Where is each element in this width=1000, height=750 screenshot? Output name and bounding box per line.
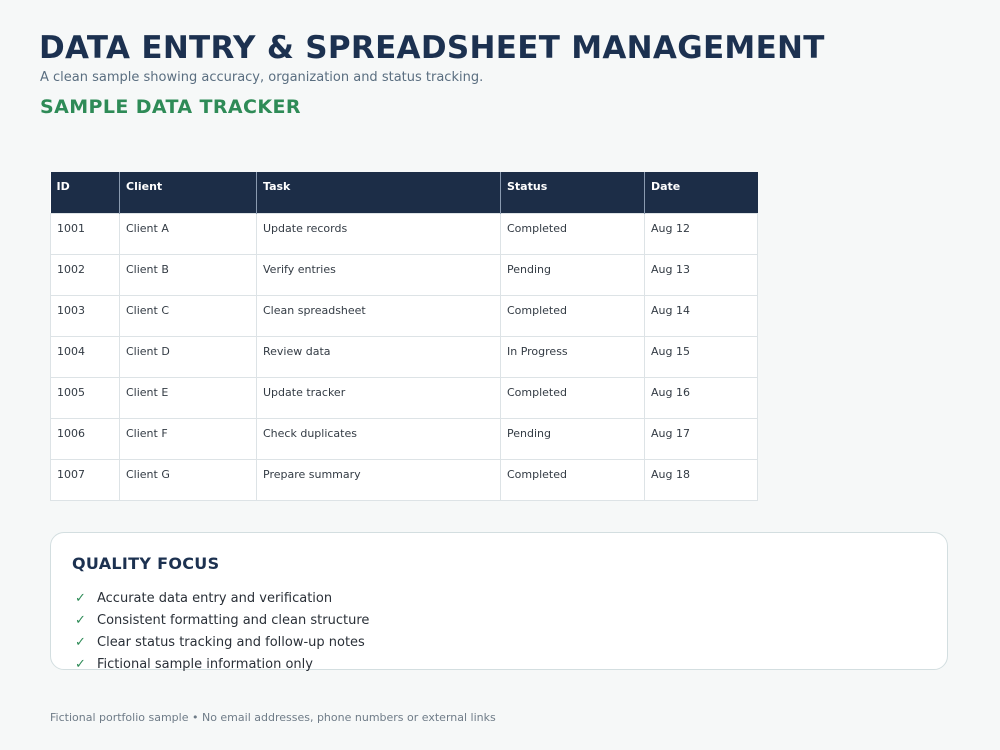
cell-status[interactable]: Completed [501, 377, 645, 418]
cell-date[interactable]: Aug 15 [645, 336, 758, 377]
cell-client[interactable]: Client A [120, 213, 257, 254]
cell-client[interactable]: Client C [120, 295, 257, 336]
cell-client[interactable]: Client F [120, 418, 257, 459]
cell-client[interactable]: Client G [120, 459, 257, 500]
check-icon: ✓ [75, 612, 86, 628]
cell-task[interactable]: Verify entries [257, 254, 501, 295]
section-heading: SAMPLE DATA TRACKER [40, 96, 301, 118]
cell-status[interactable]: Completed [501, 213, 645, 254]
cell-id[interactable]: 1007 [51, 459, 120, 500]
table-row [51, 459, 758, 500]
table-row [51, 377, 758, 418]
page-title: DATA ENTRY & SPREADSHEET MANAGEMENT [39, 30, 825, 66]
cell-client[interactable]: Client E [120, 377, 257, 418]
cell-date[interactable]: Aug 16 [645, 377, 758, 418]
column-header-client[interactable]: Client [120, 172, 257, 213]
cell-status[interactable]: Pending [501, 418, 645, 459]
list-item [75, 653, 369, 675]
quality-focus-list [75, 587, 369, 675]
column-header-id[interactable]: ID [51, 172, 120, 213]
cell-task[interactable]: Prepare summary [257, 459, 501, 500]
list-item-label: Clear status tracking and follow-up notes [97, 634, 365, 650]
cell-status[interactable]: Completed [501, 295, 645, 336]
column-header-date[interactable]: Date [645, 172, 758, 213]
cell-task[interactable]: Review data [257, 336, 501, 377]
column-header-status[interactable]: Status [501, 172, 645, 213]
data-tracker-table [50, 172, 758, 501]
column-header-task[interactable]: Task [257, 172, 501, 213]
cell-date[interactable]: Aug 17 [645, 418, 758, 459]
cell-date[interactable]: Aug 12 [645, 213, 758, 254]
list-item [75, 609, 369, 631]
cell-id[interactable]: 1005 [51, 377, 120, 418]
cell-task[interactable]: Check duplicates [257, 418, 501, 459]
list-item [75, 631, 369, 653]
cell-task[interactable]: Clean spreadsheet [257, 295, 501, 336]
cell-client[interactable]: Client B [120, 254, 257, 295]
cell-client[interactable]: Client D [120, 336, 257, 377]
cell-status[interactable]: In Progress [501, 336, 645, 377]
cell-id[interactable]: 1006 [51, 418, 120, 459]
cell-date[interactable]: Aug 14 [645, 295, 758, 336]
table-row [51, 254, 758, 295]
cell-status[interactable]: Pending [501, 254, 645, 295]
page-subtitle: A clean sample showing accuracy, organization and status tracking. [40, 70, 484, 85]
check-icon: ✓ [75, 656, 86, 672]
list-item [75, 587, 369, 609]
table-row [51, 418, 758, 459]
table-row [51, 295, 758, 336]
list-item-label: Fictional sample information only [97, 656, 313, 672]
check-icon: ✓ [75, 590, 86, 606]
list-item-label: Accurate data entry and verification [97, 590, 333, 606]
cell-id[interactable]: 1003 [51, 295, 120, 336]
table-row [51, 213, 758, 254]
table-header-row [51, 172, 758, 213]
cell-id[interactable]: 1004 [51, 336, 120, 377]
list-item-label: Consistent formatting and clean structure [97, 612, 370, 628]
cell-task[interactable]: Update tracker [257, 377, 501, 418]
cell-id[interactable]: 1002 [51, 254, 120, 295]
cell-id[interactable]: 1001 [51, 213, 120, 254]
quality-focus-card [50, 532, 948, 670]
cell-task[interactable]: Update records [257, 213, 501, 254]
check-icon: ✓ [75, 634, 86, 650]
cell-date[interactable]: Aug 13 [645, 254, 758, 295]
quality-focus-title: QUALITY FOCUS [72, 554, 220, 573]
table-row [51, 336, 758, 377]
footer-note: Fictional portfolio sample • No email addresses, phone numbers or external links [50, 711, 496, 724]
cell-status[interactable]: Completed [501, 459, 645, 500]
cell-date[interactable]: Aug 18 [645, 459, 758, 500]
